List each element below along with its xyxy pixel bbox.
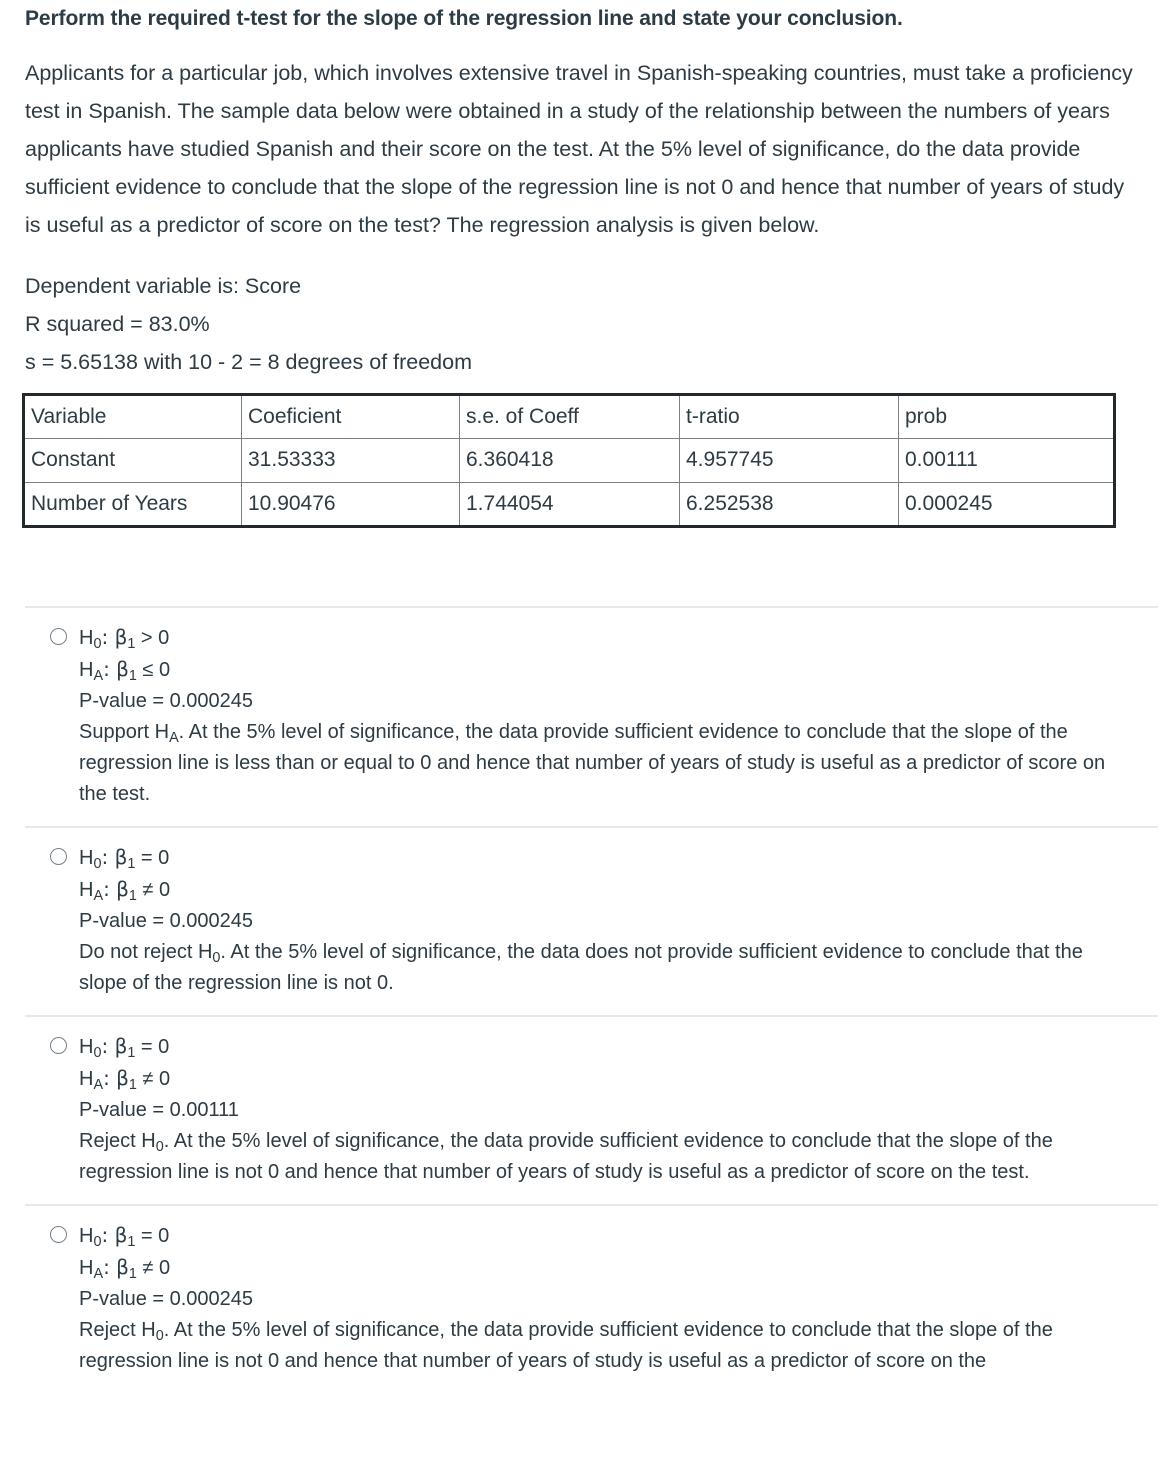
standard-error-line: s = 5.65138 with 10 - 2 = 8 degrees of freedom <box>25 350 473 374</box>
h0-subscript: 0 <box>93 855 102 872</box>
answer-option-1-text <box>79 622 1133 810</box>
answer-option-4[interactable] <box>25 1204 1158 1393</box>
beta-subscript: 1 <box>127 1044 136 1061</box>
alt-hypothesis-line: $H_A$: $\beta_1 \ne 0$ <box>79 1066 171 1093</box>
beta-subscript: 1 <box>128 1076 137 1093</box>
h0-subscript: 0 <box>93 1044 102 1061</box>
table-row <box>24 439 1115 483</box>
null-hypothesis-line: $H_0$: $\beta_1 = 0$ <box>79 845 170 872</box>
page-title: Perform the required t-test for the slope of the regression line and state your conclusion. <box>25 7 903 30</box>
null-hypothesis-line: $H_0$: $\beta_1 = 0$ <box>79 1223 170 1250</box>
question-page <box>0 4 1170 1393</box>
p-value-line: P-value = 0.000245 <box>79 1288 254 1310</box>
column-header-coefficient: Coeficient <box>242 395 460 439</box>
column-header-se-coeff: s.e. of Coeff <box>460 395 680 439</box>
null-hypothesis-line: $H_0$: $\beta_1 = 0$ <box>79 1034 170 1061</box>
answer-option-2-text <box>79 842 1133 999</box>
beta-subscript: 1 <box>127 635 136 652</box>
h0-subscript: 0 <box>93 1233 102 1250</box>
conclusion-line: Reject $H_0$. At the 5% level of significance, the data provide sufficient evidence to conclude that the slope of the regression line is not 0 and hence that number of years of study is useful as a predictor of score on the <box>79 1319 1053 1372</box>
column-header-t-ratio: t-ratio <box>680 395 899 439</box>
radio-button-icon-2[interactable] <box>50 848 67 865</box>
alt-hypothesis-line: $H_A$: $\beta_1 \ne 0$ <box>79 877 171 904</box>
ha-subscript: A <box>93 887 104 904</box>
alt-hypothesis-line: $H_A$: $\beta_1 \le 0$ <box>79 657 171 684</box>
question-body-text: Applicants for a particular job, which involves extensive travel in Spanish-speaking countries, must take a proficiency test in Spanish. The sample data below were obtained in a study of the relationship between the numbers of years applicants have studied Spanish and their score on the test. At the 5% level of significance, do the data provide sufficient evidence to conclude that the slope of the regression line is not 0 and hence that number of years of study is useful as a predictor of score on the test? The regression analysis is given below. <box>25 61 1133 237</box>
answer-option-3[interactable] <box>25 1015 1158 1204</box>
alt-hypothesis-line: $H_A$: $\beta_1 \ne 0$ <box>79 1255 171 1282</box>
beta-subscript: 1 <box>128 1265 137 1282</box>
answer-option-4-text <box>79 1220 1133 1377</box>
conclusion-subscript: 0 <box>155 1327 164 1344</box>
table-row <box>24 483 1115 527</box>
dependent-variable-line: Dependent variable is: Score <box>25 274 302 298</box>
cell-t-ratio: 6.252538 <box>680 483 899 527</box>
column-header-prob: prob <box>899 395 1115 439</box>
null-hypothesis-line: $H_0$: $\beta_1 > 0$ <box>79 625 170 652</box>
p-value-line: P-value = 0.000245 <box>79 690 254 712</box>
ha-subscript: A <box>93 1265 104 1282</box>
answer-option-3-text <box>79 1031 1133 1188</box>
cell-prob: 0.000245 <box>899 483 1115 527</box>
h0-subscript: 0 <box>93 635 102 652</box>
conclusion-subscript: 0 <box>212 949 221 966</box>
beta-subscript: 1 <box>127 855 136 872</box>
radio-button-icon-4[interactable] <box>50 1226 67 1243</box>
regression-table <box>22 393 1116 528</box>
cell-coefficient: 10.90476 <box>242 483 460 527</box>
r-squared-line: R squared = 83.0% <box>25 312 210 336</box>
beta-subscript: 1 <box>128 887 137 904</box>
conclusion-subscript: A <box>169 729 179 746</box>
cell-t-ratio: 4.957745 <box>680 439 899 483</box>
cell-prob: 0.00111 <box>899 439 1115 483</box>
cell-variable: Constant <box>24 439 242 483</box>
conclusion-line: Reject $H_0$. At the 5% level of significance, the data provide sufficient evidence to conclude that the slope of the regression line is not 0 and hence that number of years of study is useful as a predictor of score on the test. <box>79 1130 1053 1183</box>
regression-analysis-summary <box>25 267 1145 381</box>
answer-option-1[interactable] <box>25 606 1158 826</box>
cell-se-coeff: 1.744054 <box>460 483 680 527</box>
answer-options-list <box>0 606 1170 1393</box>
table-header-row <box>24 395 1115 439</box>
ha-subscript: A <box>93 1076 104 1093</box>
beta-subscript: 1 <box>128 667 137 684</box>
conclusion-line: Do not reject $H_0$. At the 5% level of significance, the data does not provide sufficient evidence to conclude that the slope of the regression line is not 0. <box>79 941 1083 994</box>
ha-subscript: A <box>93 667 104 684</box>
p-value-line: P-value = 0.00111 <box>79 1099 239 1121</box>
answer-option-2[interactable] <box>25 826 1158 1015</box>
radio-button-icon-1[interactable] <box>50 628 67 645</box>
column-header-variable: Variable <box>24 395 242 439</box>
beta-subscript: 1 <box>127 1233 136 1250</box>
cell-coefficient: 31.53333 <box>242 439 460 483</box>
cell-variable: Number of Years <box>24 483 242 527</box>
regression-table-container <box>22 393 1113 528</box>
p-value-line: P-value = 0.000245 <box>79 910 254 932</box>
cell-se-coeff: 6.360418 <box>460 439 680 483</box>
radio-button-icon-3[interactable] <box>50 1037 67 1054</box>
conclusion-line: Support $H_A$. At the 5% level of significance, the data provide sufficient evidence to conclude that the slope of the regression line is less than or equal to 0 and hence that number of years of study is useful as a predictor of score on the test. <box>79 721 1106 805</box>
conclusion-subscript: 0 <box>155 1138 164 1155</box>
